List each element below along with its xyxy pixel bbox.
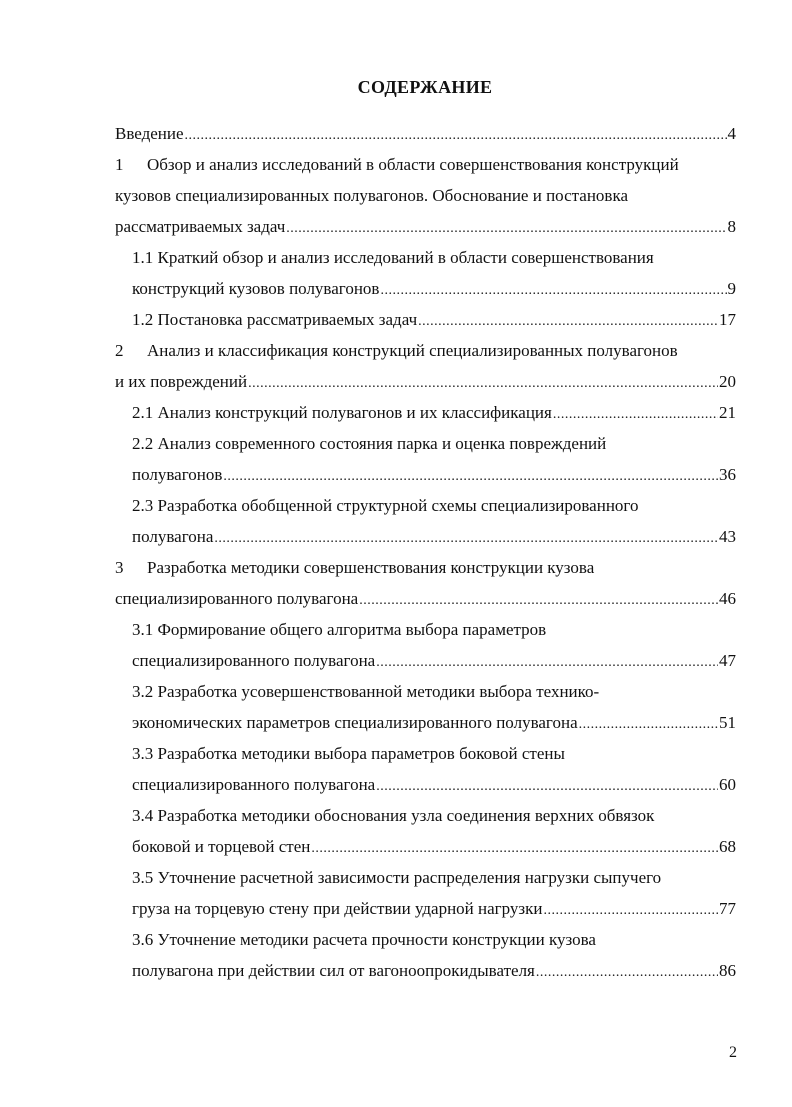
toc-leader-dots	[543, 895, 718, 924]
toc-line	[115, 304, 736, 335]
toc-page-number: 77	[719, 899, 736, 918]
toc-entry-text: 2.1 Анализ конструкций полувагонов и их классификация	[132, 403, 552, 422]
toc-entry-text: рассматриваемых задач	[115, 217, 286, 236]
toc-entry-text: экономических параметров специализированного полувагона	[132, 713, 578, 732]
toc-line	[115, 242, 736, 273]
toc-entry-text: кузовов специализированных полувагонов. Обоснование и постановка	[115, 186, 628, 205]
toc-entry-text: специализированного полувагона	[115, 589, 359, 608]
toc-entry-text: боковой и торцевой стен	[132, 837, 311, 856]
toc-entry-text: 1.1 Краткий обзор и анализ исследований в области совершенствования	[132, 248, 654, 267]
toc-leader-dots	[359, 585, 718, 614]
toc-entry-text: 2.3 Разработка обобщенной структурной схемы специализированного	[132, 496, 639, 515]
toc-leader-dots	[380, 275, 726, 304]
toc-line	[115, 273, 736, 304]
toc-page-number: 4	[727, 124, 736, 143]
toc-leader-dots	[536, 957, 718, 986]
toc-entry-text: Разработка методики совершенствования конструкции кузова	[147, 558, 595, 577]
toc-entry-text: Введение	[115, 124, 184, 143]
toc-line	[115, 924, 736, 955]
toc-leader-dots	[418, 306, 718, 335]
toc-page-number: 47	[719, 651, 736, 670]
toc-line	[115, 118, 736, 149]
toc-chapter-number: 3	[115, 558, 124, 577]
toc-page-number: 46	[719, 589, 736, 608]
toc-entry-text: и их повреждений	[115, 372, 248, 391]
toc-entry-text: 3.4 Разработка методики обоснования узла соединения верхних обвязок	[132, 806, 655, 825]
page-title: СОДЕРЖАНИЕ	[357, 77, 493, 97]
toc-entry-text: полувагона при действии сил от вагоноопрокидывателя	[132, 961, 535, 980]
toc-chapter-number: 2	[115, 341, 124, 360]
toc-line	[115, 149, 736, 180]
toc-leader-dots	[286, 213, 726, 242]
toc-line	[115, 180, 736, 211]
toc-leader-dots	[311, 833, 718, 862]
toc-line	[115, 676, 736, 707]
toc-line	[115, 335, 736, 366]
toc-line	[115, 397, 736, 428]
toc-line	[115, 738, 736, 769]
toc-line	[115, 645, 736, 676]
toc-leader-dots	[223, 461, 718, 490]
page-number: 2	[729, 1044, 737, 1061]
toc-line	[115, 552, 736, 583]
toc-entry-text: полувагонов	[132, 465, 223, 484]
toc-line	[115, 428, 736, 459]
toc-entry-text: груза на торцевую стену при действии ударной нагрузки	[132, 899, 543, 918]
toc-line	[115, 769, 736, 800]
toc-entry-text: Анализ и классификация конструкций специализированных полувагонов	[147, 341, 678, 360]
toc-line	[115, 800, 736, 831]
toc-page-number: 68	[719, 837, 736, 856]
toc-line	[115, 583, 736, 614]
toc-entry-text: конструкций кузовов полувагонов	[132, 279, 380, 298]
toc-line	[115, 211, 736, 242]
toc-entry-text: 3.3 Разработка методики выбора параметров боковой стены	[132, 744, 565, 763]
toc-leader-dots	[376, 647, 718, 676]
toc-entry-text: 1.2 Постановка рассматриваемых задач	[132, 310, 418, 329]
toc-page-number: 17	[719, 310, 736, 329]
toc-entry-text: 3.1 Формирование общего алгоритма выбора параметров	[132, 620, 547, 639]
toc-line	[115, 893, 736, 924]
toc-line	[115, 862, 736, 893]
toc-entry-text: Обзор и анализ исследований в области совершенствования конструкций	[147, 155, 679, 174]
toc-line	[115, 614, 736, 645]
toc-line	[115, 459, 736, 490]
toc-entry-text: полувагона	[132, 527, 214, 546]
toc-line	[115, 707, 736, 738]
toc-page-number: 20	[719, 372, 736, 391]
toc-line	[115, 490, 736, 521]
toc-page-number: 51	[719, 713, 736, 732]
toc-line	[115, 366, 736, 397]
toc-entry-text: 3.6 Уточнение методики расчета прочности конструкции кузова	[132, 930, 596, 949]
toc-leader-dots	[214, 523, 718, 552]
toc-line	[115, 831, 736, 862]
toc-entry-text: 2.2 Анализ современного состояния парка и оценка повреждений	[132, 434, 607, 453]
toc-line	[115, 955, 736, 986]
toc-page-number: 43	[719, 527, 736, 546]
toc-entry-text: специализированного полувагона	[132, 651, 376, 670]
toc-page-number: 86	[719, 961, 736, 980]
toc-leader-dots	[185, 120, 727, 149]
toc-leader-dots	[579, 709, 718, 738]
toc-entry-text: 3.5 Уточнение расчетной зависимости распределения нагрузки сыпучего	[132, 868, 662, 887]
toc-leader-dots	[376, 771, 718, 800]
toc-page-number: 60	[719, 775, 736, 794]
toc-page-number: 9	[727, 279, 736, 298]
toc-leader-dots	[553, 399, 718, 428]
toc-page-number: 36	[719, 465, 736, 484]
toc-page-number: 21	[719, 403, 736, 422]
toc-entry-text: 3.2 Разработка усовершенствованной методики выбора технико-	[132, 682, 600, 701]
toc-leader-dots	[248, 368, 718, 397]
toc-page-number: 8	[727, 217, 736, 236]
toc-entry-text: специализированного полувагона	[132, 775, 376, 794]
table-of-contents	[115, 118, 736, 986]
toc-line	[115, 521, 736, 552]
toc-chapter-number: 1	[115, 155, 124, 174]
